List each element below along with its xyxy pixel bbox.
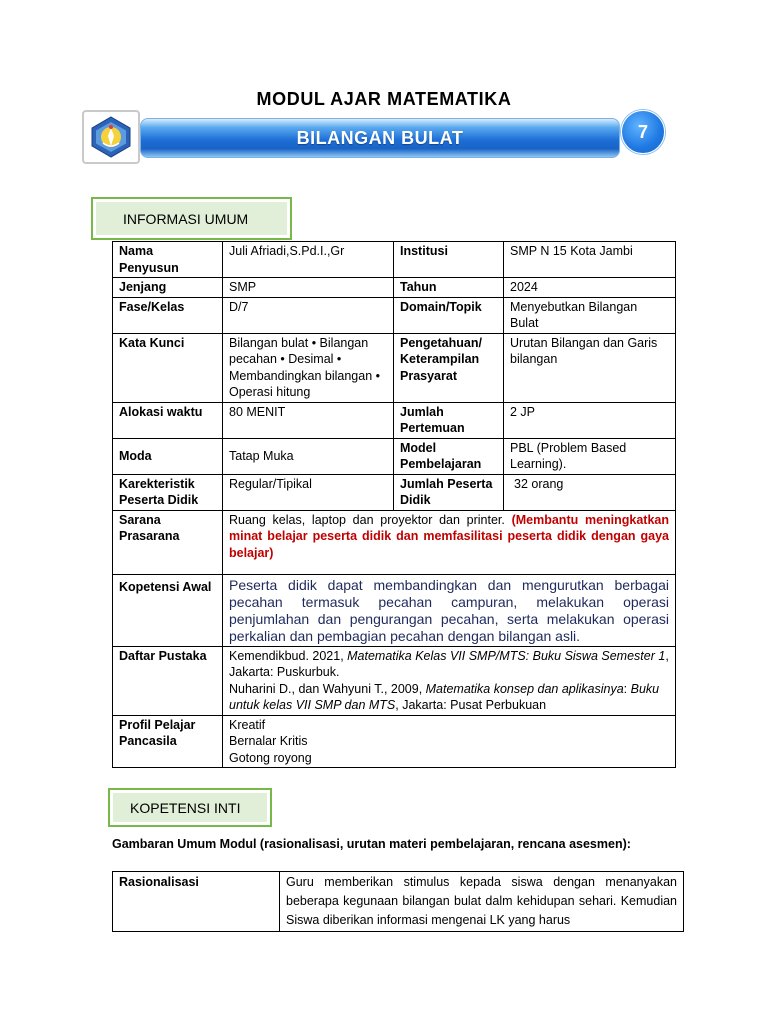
pustaka-2-title: Matematika konsep dan aplikasinya	[425, 681, 624, 696]
pustaka-1-text: Kemendikbud. 2021,	[229, 648, 348, 663]
moda-label: Moda	[113, 438, 223, 474]
tahun-value: 2024	[504, 278, 676, 298]
kopetensi-awal-value: Peserta didik dapat membandingkan dan mengurutkan berbagai pecahan termasuk pecahan campuran, melakukan operasi penjumlahan dan pengurangan pecahan, serta melakukan operasi perkalian dan pembagian pecahan dengan bilangan asli.	[223, 574, 676, 646]
table-row	[113, 297, 676, 333]
informasi-umum-table	[112, 241, 676, 768]
kopetensi-inti-label: KOPETENSI INTI	[113, 793, 267, 822]
table-row	[113, 402, 676, 438]
karakteristik-label: Karekteristik Peserta Didik	[113, 474, 223, 510]
nama-label: Nama Penyusun	[113, 242, 223, 278]
kata-kunci-label: Kata Kunci	[113, 333, 223, 402]
alokasi-value: 80 MENIT	[223, 402, 394, 438]
gambaran-table	[112, 871, 684, 932]
topic-banner-text: BILANGAN BULAT	[296, 127, 464, 148]
table-row	[113, 474, 676, 510]
table-row	[113, 872, 684, 932]
table-row	[113, 438, 676, 474]
sarana-note: (Membantu meningkatkan minat belajar peserta didik dan memfasilitasi peserta didik dengan gaya belajar)	[229, 512, 670, 560]
pustaka-2-publisher: , Jakarta: Pusat Perbukuan	[395, 698, 547, 712]
table-row	[113, 574, 676, 646]
nama-value: Juli Afriadi,S.Pd.I.,Gr	[223, 242, 394, 278]
informasi-umum-section	[91, 197, 292, 240]
topic-banner	[140, 118, 620, 158]
profil-label: Profil Pelajar Pancasila	[113, 715, 223, 768]
jenjang-label: Jenjang	[113, 278, 223, 298]
model-label: Model Pembelajaran	[394, 438, 504, 474]
institusi-label: Institusi	[394, 242, 504, 278]
fase-value: D/7	[223, 297, 394, 333]
institusi-value: SMP N 15 Kota Jambi	[504, 242, 676, 278]
kopetensi-inti-section	[108, 788, 272, 827]
pustaka-2-text: Nuharini D., dan Wahyuni T., 2009,	[229, 681, 426, 696]
moda-value: Tatap Muka	[223, 438, 394, 474]
pustaka-value	[223, 646, 676, 715]
pustaka-label: Daftar Pustaka	[113, 646, 223, 715]
table-row	[113, 510, 676, 574]
pustaka-entry-2	[229, 681, 669, 714]
tut-wuri-handayani-logo-icon	[82, 110, 140, 164]
rasionalisasi-value: Guru memberikan stimulus kepada siswa dengan menanyakan beberapa kegunaan bilangan bulat dalm kehidupan sehari. Kemudian Siswa diberikan informasi mengenai LK yang harus	[280, 872, 684, 932]
sarana-label: Sarana Prasarana	[113, 510, 223, 574]
jumlah-pertemuan-value: 2 JP	[504, 402, 676, 438]
jumlah-pertemuan-label: Jumlah Pertemuan	[394, 402, 504, 438]
jumlah-peserta-value: 32 orang	[504, 474, 676, 510]
model-value: PBL (Problem Based Learning).	[504, 438, 676, 474]
profil-item: Gotong royong	[229, 750, 312, 765]
karakteristik-value: Regular/Tipikal	[223, 474, 394, 510]
table-row	[113, 242, 676, 278]
table-row	[113, 715, 676, 768]
kopetensi-awal-label: Kopetensi Awal	[113, 574, 223, 646]
pustaka-1-title: Matematika Kelas VII SMP/MTS: Buku Siswa Semester 1	[347, 648, 666, 663]
pengetahuan-label: Pengetahuan/ Keterampilan Prasyarat	[394, 333, 504, 402]
profil-item: Bernalar Kritis	[229, 734, 308, 748]
pengetahuan-value: Urutan Bilangan dan Garis bilangan	[504, 333, 676, 402]
informasi-umum-label: INFORMASI UMUM	[96, 202, 287, 235]
domain-label: Domain/Topik	[394, 297, 504, 333]
jenjang-value: SMP	[223, 278, 394, 298]
sarana-value: Ruang kelas, laptop dan proyektor dan printer.	[229, 512, 505, 527]
profil-item: Kreatif	[229, 717, 266, 732]
module-title: MODUL AJAR MATEMATIKA	[256, 89, 512, 109]
kata-kunci-value: Bilangan bulat • Bilangan pecahan • Desimal • Membandingkan bilangan • Operasi hitung	[223, 333, 394, 402]
chapter-number-badge: 7	[621, 110, 665, 154]
domain-value: Menyebutkan Bilangan Bulat	[504, 297, 676, 333]
pustaka-1-publisher: , Jakarta: Puskurbuk.	[229, 648, 669, 679]
table-row	[113, 646, 676, 715]
fase-label: Fase/Kelas	[113, 297, 223, 333]
jumlah-peserta-label: Jumlah Peserta Didik	[394, 474, 504, 510]
gambaran-heading: Gambaran Umum Modul (rasionalisasi, urutan materi pembelajaran, rencana asesmen):	[112, 837, 631, 851]
table-row	[113, 278, 676, 298]
sarana-value-cell	[223, 510, 676, 574]
rasionalisasi-label: Rasionalisasi	[113, 872, 280, 932]
pustaka-2-subtitle: Buku untuk kelas VII SMP dan MTS	[229, 681, 660, 712]
table-row	[113, 333, 676, 402]
alokasi-label: Alokasi waktu	[113, 402, 223, 438]
pustaka-entry-1	[229, 648, 669, 681]
pustaka-2-sep: :	[623, 681, 631, 696]
profil-value	[223, 715, 676, 768]
tahun-label: Tahun	[394, 278, 504, 298]
